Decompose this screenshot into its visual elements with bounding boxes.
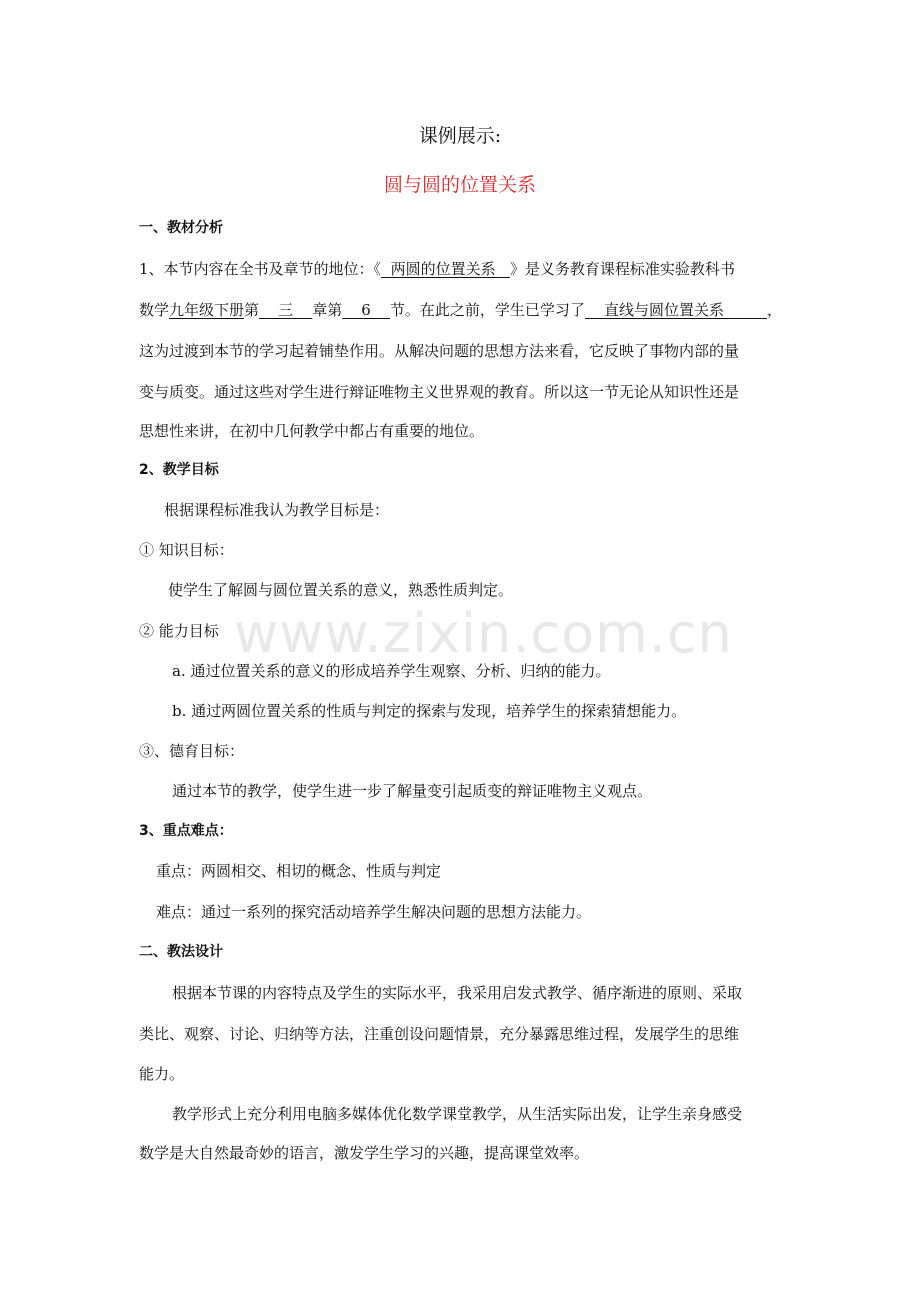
paragraph-line: 类比、观察、讨论、归纳等方法，注重创设问题情景，充分暴露思维过程，发展学生的思维 bbox=[139, 1025, 740, 1043]
paragraph-line: 思想性来讲，在初中几何教学中都占有重要的地位。 bbox=[139, 422, 485, 440]
document-subtitle: 圆与圆的位置关系 bbox=[383, 174, 536, 196]
goal-item-ability-b: b. 通过两圆位置关系的性质与判定的探索与发现，培养学生的探索猜想能力。 bbox=[172, 702, 687, 720]
paragraph-line: 能力。 bbox=[139, 1065, 185, 1083]
text-span: 章第 bbox=[312, 301, 343, 319]
goal-label-moral: ③、德育目标： bbox=[139, 742, 245, 760]
section-heading-teaching-goals: 2、教学目标 bbox=[139, 462, 219, 478]
section-heading-key-points: 3、重点难点： bbox=[139, 823, 233, 839]
paragraph-line: 教学形式上充分利用电脑多媒体优化数学课堂教学，从生活实际出发，让学生亲身感受 bbox=[172, 1105, 743, 1123]
fill-blank-grade: 九年级下册 bbox=[169, 301, 245, 319]
text-span: 节。在此之前，学生已学习了 bbox=[389, 301, 585, 319]
goal-item-ability-a: a. 通过位置关系的意义的形成培养学生观察、分析、归纳的能力。 bbox=[172, 662, 611, 680]
text-span: 数学 bbox=[139, 301, 170, 319]
text-span: ， bbox=[766, 301, 782, 319]
text-span: 1、本节内容在全书及章节的地位：《 bbox=[139, 260, 382, 278]
text-span: 第 bbox=[244, 301, 260, 319]
section-heading-textbook-analysis: 一、教材分析 bbox=[139, 220, 223, 236]
paragraph-line: 变与质变。通过这些对学生进行辩证唯物主义世界观的教育。所以这一节无论从知识性还是 bbox=[139, 383, 740, 401]
paragraph-line bbox=[139, 259, 735, 279]
paragraph-line: 这为过渡到本节的学习起着铺垫作用。从解决问题的思想方法来看，它反映了事物内部的量 bbox=[139, 342, 740, 360]
goal-label-knowledge: ① 知识目标： bbox=[139, 541, 234, 559]
paragraph-line: 根据本节课的内容特点及学生的实际水平，我采用启发式教学、循序渐进的原则、采取 bbox=[172, 984, 743, 1002]
fill-blank-chapter: 三 bbox=[259, 301, 313, 319]
section-heading-method-design: 二、教法设计 bbox=[139, 944, 223, 960]
paragraph-line: 数学是大自然最奇妙的语言，激发学生学习的兴趣，提高课堂效率。 bbox=[139, 1144, 590, 1162]
paragraph-line bbox=[139, 300, 782, 320]
key-point: 重点：两圆相交、相切的概念、性质与判定 bbox=[156, 862, 442, 880]
fill-blank-lesson-title: 两圆的位置关系 bbox=[381, 260, 510, 278]
goal-text-moral: 通过本节的教学，使学生进一步了解量变引起质变的辩证唯物主义观点。 bbox=[172, 782, 653, 800]
goal-text-knowledge: 使学生了解圆与圆位置关系的意义，熟悉性质判定。 bbox=[168, 581, 514, 599]
difficult-point: 难点：通过一系列的探究活动培养学生解决问题的思想方法能力。 bbox=[156, 903, 592, 921]
document-title: 课例展示: bbox=[418, 125, 502, 147]
watermark: www.zixin.com.cn bbox=[234, 602, 733, 665]
goal-label-ability: ② 能力目标 bbox=[139, 622, 219, 640]
fill-blank-section: 6 bbox=[342, 301, 390, 319]
fill-blank-prior-topic: 直线与圆位置关系 bbox=[584, 301, 767, 319]
text-span: 》是义务教育课程标准实验教科书 bbox=[509, 260, 735, 278]
paragraph-line: 根据课程标准我认为教学目标是： bbox=[164, 501, 390, 519]
